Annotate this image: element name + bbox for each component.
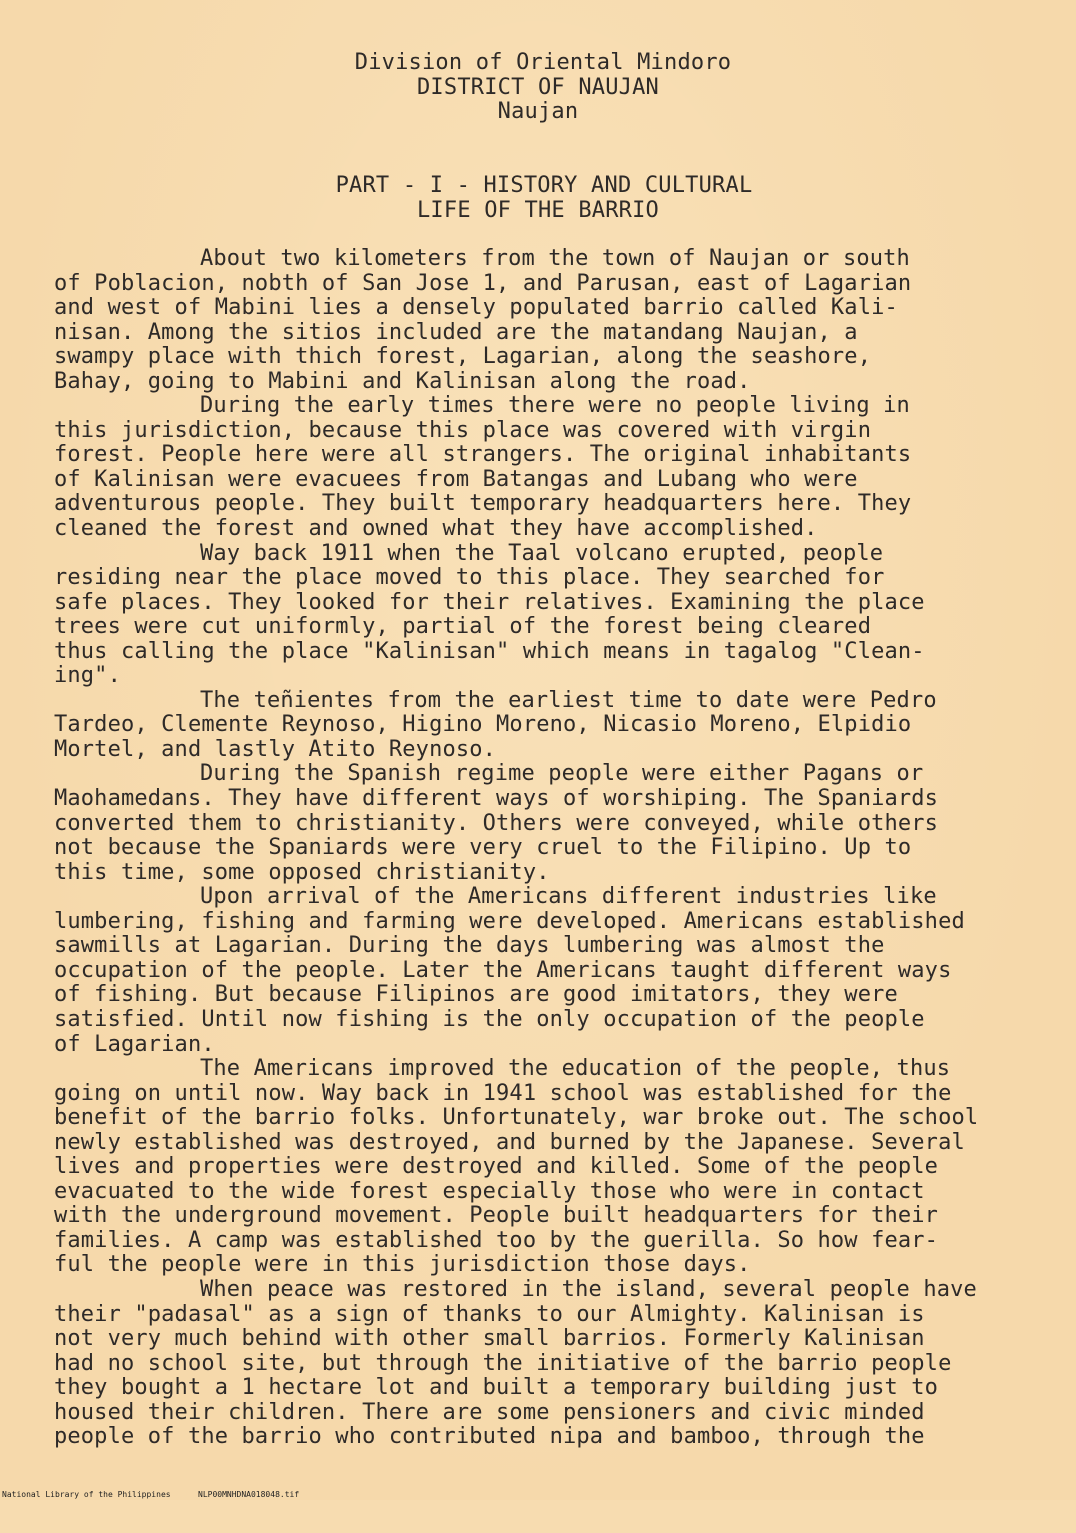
body-line: During the early times there were no people living in <box>200 393 910 419</box>
body-line: their "padasal" as a sign of thanks to our Almighty. Kalinisan is <box>54 1301 925 1327</box>
body-line: swampy place with thich forest, Lagarian, along the seashore, <box>54 344 872 370</box>
body-line: of Kalinisan were evacuees from Batangas and Lubang who were <box>54 466 858 492</box>
body-line: Way back 1911 when the Taal volcano erupted, people <box>200 540 884 566</box>
header-town: Naujan <box>497 99 579 124</box>
body-line: going on until now. Way back in 1941 school was established for the <box>54 1080 952 1106</box>
body-line: sawmills at Lagarian. During the days lumbering was almost the <box>54 933 885 959</box>
body-line: with the underground movement. People built headquarters for their <box>54 1203 939 1229</box>
body-line: converted them to christianity. Others were conveyed, while others <box>54 810 939 836</box>
section-title <box>0 174 1076 223</box>
body-line: benefit of the barrio folks. Unfortunately, war broke out. The school <box>54 1105 979 1131</box>
body-line: During the Spanish regime people were either Pagans or <box>200 761 924 787</box>
body-line: newly established was destroyed, and burned by the Japanese. Several <box>54 1129 965 1155</box>
body-line: of Lagarian. <box>54 1031 215 1057</box>
body-line: this jurisdiction, because this place was covered with virgin <box>54 417 872 443</box>
body-line: trees were cut uniformly, partial of the forest being cleared <box>54 614 872 640</box>
body-line: nisan. Among the sitios included are the matandang Naujan, a <box>54 319 858 345</box>
body-line: ful the people were in this jurisdiction those days. <box>54 1252 751 1278</box>
body-line: forest. People here were all strangers. The original inhabitants <box>54 442 912 468</box>
body-line: lumbering, fishing and farming were developed. Americans established <box>54 908 965 934</box>
body-line: Tardeo, Clemente Reynoso, Higino Moreno, Nicasio Moreno, Elpidio <box>54 712 912 738</box>
section-title-line-2: LIFE OF THE BARRIO <box>416 197 659 223</box>
footer-file-name: NLP00MNHDNA018048.tif <box>198 1490 300 1499</box>
body-line: Mortel, and lastly Atito Reynoso. <box>54 736 497 762</box>
body-line: adventurous people. They built temporary headquarters here. They <box>54 491 912 517</box>
body-line: satisfied. Until now fishing is the only occupation of the people <box>54 1006 925 1032</box>
body-line: occupation of the people. Later the Americans taught different ways <box>54 957 952 983</box>
body-line: safe places. They looked for their relatives. Examining the place <box>54 589 925 615</box>
header-division: Division of Oriental Mindoro <box>354 50 732 75</box>
document-body <box>54 247 1064 1450</box>
body-line: housed their children. There are some pensioners and civic minded <box>54 1399 925 1425</box>
body-line: Bahay, going to Mabini and Kalinisan along the road. <box>54 368 751 394</box>
body-line: Maohamedans. They have different ways of worshiping. The Spaniards <box>54 786 939 812</box>
body-line: About two kilometers from the town of Naujan or south <box>200 246 910 271</box>
body-line: not because the Spaniards were very cruel to the Filipino. Up to <box>54 835 912 861</box>
body-line: not very much behind with other small barrios. Formerly Kalinisan <box>54 1326 925 1352</box>
body-line: The teñientes from the earliest time to date were Pedro <box>200 687 937 713</box>
body-line: The Americans improved the education of the people, thus <box>200 1056 951 1082</box>
body-line: this time, some opposed christianity. <box>54 859 550 885</box>
body-line: families. A camp was established too by the guerilla. So how fear- <box>54 1227 939 1253</box>
body-line: When peace was restored in the island, several people have <box>200 1276 977 1302</box>
body-line: ing". <box>54 663 121 689</box>
body-line: had no school site, but through the initiative of the barrio people <box>54 1350 952 1376</box>
body-line: cleaned the forest and owned what they have accomplished. <box>54 516 818 542</box>
body-line: of fishing. But because Filipinos are good imitators, they were <box>54 982 898 1008</box>
body-line: they bought a 1 hectare lot and built a temporary building just to <box>54 1375 939 1401</box>
body-line: evacuated to the wide forest especially those who were in contact <box>54 1178 925 1204</box>
body-line: and west of Mabini lies a densely populated barrio called Kali- <box>54 295 898 321</box>
scan-footer <box>0 1489 1076 1500</box>
header-district: DISTRICT OF NAUJAN <box>416 74 659 100</box>
body-line: lives and properties were destroyed and killed. Some of the people <box>54 1154 939 1180</box>
body-line: thus calling the place "Kalinisan" which means in tagalog "Clean- <box>54 638 925 664</box>
body-line: of Poblacion, nobth of San Jose 1, and Parusan, east of Lagarian <box>54 270 912 296</box>
section-title-line-1: PART - I - HISTORY AND CULTURAL <box>335 173 753 198</box>
document-header <box>0 51 1076 125</box>
footer-library-name: National Library of the Philippines <box>2 1490 171 1499</box>
body-line: Upon arrival of the Americans different industries like <box>200 884 937 910</box>
body-line: people of the barrio who contributed nipa and bamboo, through the <box>54 1424 925 1450</box>
body-line: residing near the place moved to this place. They searched for <box>54 565 885 591</box>
